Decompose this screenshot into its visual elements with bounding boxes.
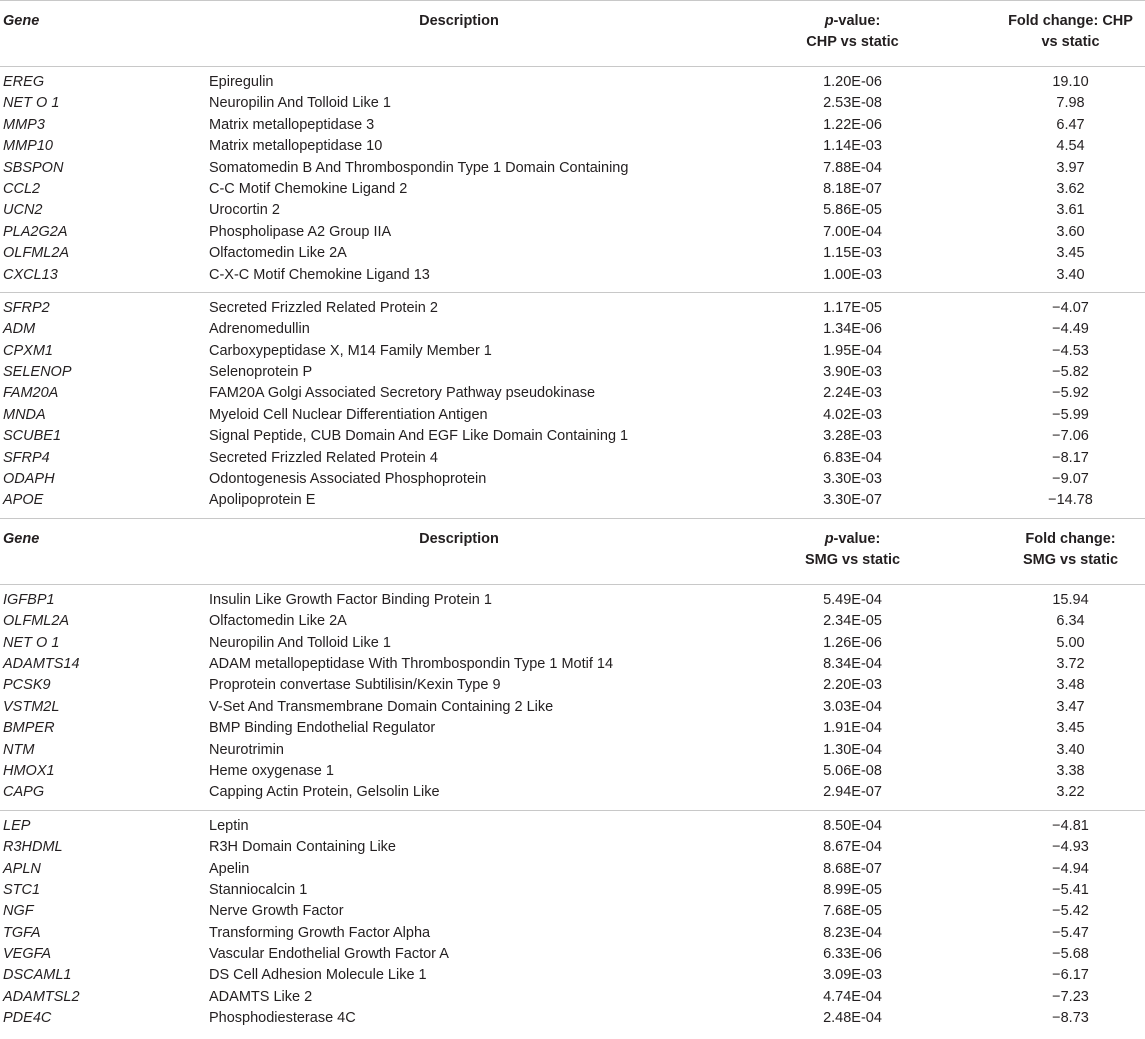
header-pvalue-rest: -value:	[833, 530, 881, 547]
gene-symbol: CPXM1	[3, 342, 53, 359]
table-row	[0, 923, 1145, 944]
p-value: 3.90E-03	[823, 364, 882, 381]
p-value: 3.09E-03	[823, 967, 882, 984]
header-fold-line2: vs static	[1041, 34, 1100, 50]
fold-change: −8.17	[1052, 449, 1089, 466]
p-value: 8.18E-07	[823, 180, 882, 197]
gene-description: Secreted Frizzled Related Protein 2	[209, 299, 438, 316]
gene-description: Adrenomedullin	[209, 321, 310, 338]
fold-change: 5.00	[1056, 634, 1085, 651]
table-row	[0, 761, 1145, 782]
table-row	[0, 448, 1145, 469]
fold-change: 6.47	[1056, 116, 1085, 133]
gene-symbol: PCSK9	[3, 677, 51, 694]
p-value: 2.20E-03	[823, 677, 882, 694]
fold-change: −7.06	[1052, 428, 1089, 445]
fold-change: −8.73	[1052, 1010, 1089, 1027]
p-value: 2.24E-03	[823, 385, 882, 402]
p-value: 5.06E-08	[823, 762, 882, 779]
fold-change: 3.45	[1056, 245, 1085, 262]
table-row	[0, 72, 1145, 93]
gene-symbol: SFRP2	[3, 299, 50, 316]
header-pvalue-rest: -value:	[833, 13, 881, 29]
gene-symbol: MMP10	[3, 138, 53, 155]
p-value: 2.53E-08	[823, 95, 882, 112]
gene-description: V-Set And Transmembrane Domain Containing 2 Like	[209, 698, 554, 715]
gene-symbol: SCUBE1	[3, 428, 62, 445]
gene-description: Carboxypeptidase X, M14 Family Member 1	[209, 342, 492, 359]
p-value: 8.23E-04	[823, 924, 882, 941]
p-value: 1.95E-04	[823, 342, 882, 359]
p-value: 7.88E-04	[823, 159, 882, 176]
gene-description: Nerve Growth Factor	[209, 903, 344, 920]
header-gene: Gene	[3, 530, 40, 547]
gene-symbol: NET O 1	[3, 634, 60, 651]
gene-symbol: DSCAML1	[3, 967, 72, 984]
fold-change: 3.38	[1056, 762, 1085, 779]
gene-description: Odontogenesis Associated Phosphoprotein	[209, 471, 487, 488]
gene-description: Selenoprotein P	[209, 364, 313, 381]
fold-change: 3.45	[1056, 720, 1085, 737]
gene-description: Matrix metallopeptidase 3	[209, 116, 375, 133]
header-fold-change	[996, 11, 1145, 53]
header-fold-line1: Fold change:	[1025, 530, 1116, 547]
gene-symbol: SBSPON	[3, 159, 64, 176]
table-row	[0, 880, 1145, 901]
p-value: 8.67E-04	[823, 839, 882, 856]
header-pvalue-line2: CHP vs static	[806, 34, 899, 50]
table-row	[0, 718, 1145, 739]
fold-change: 4.54	[1056, 138, 1085, 155]
fold-change: −5.47	[1052, 924, 1089, 941]
p-value: 3.03E-04	[823, 698, 882, 715]
fold-change: −5.41	[1052, 881, 1089, 898]
p-value: 1.14E-03	[823, 138, 882, 155]
header-description: Description	[419, 530, 499, 547]
gene-description: Transforming Growth Factor Alpha	[209, 924, 431, 941]
table-row	[0, 426, 1145, 447]
gene-symbol: ADAMTS14	[3, 655, 80, 672]
gene-description: Leptin	[209, 817, 249, 834]
gene-description: Matrix metallopeptidase 10	[209, 138, 383, 155]
gene-description: R3H Domain Containing Like	[209, 839, 396, 856]
fold-change: 3.61	[1056, 202, 1085, 219]
p-value: 1.34E-06	[823, 321, 882, 338]
table-row	[0, 469, 1145, 490]
gene-symbol: ADM	[3, 321, 36, 338]
table-row	[0, 633, 1145, 654]
fold-change: 3.62	[1056, 180, 1085, 197]
table-row	[0, 93, 1145, 114]
table-row	[0, 136, 1145, 157]
gene-symbol: NGF	[3, 903, 34, 920]
p-value: 1.26E-06	[823, 634, 882, 651]
p-value: 1.15E-03	[823, 245, 882, 262]
p-value: 1.00E-03	[823, 266, 882, 283]
table-row	[0, 816, 1145, 837]
gene-symbol: BMPER	[3, 720, 55, 737]
gene-symbol: OLFML2A	[3, 613, 70, 630]
table-header-row	[0, 519, 1145, 585]
fold-change: −5.99	[1052, 406, 1089, 423]
header-fold-line1: Fold change: CHP	[1008, 13, 1133, 29]
fold-change: −7.23	[1052, 988, 1089, 1005]
table-row	[0, 987, 1145, 1008]
table-row	[0, 179, 1145, 200]
gene-description: ADAMTS Like 2	[209, 988, 313, 1005]
gene-description: Somatomedin B And Thrombospondin Type 1 Domain Containing	[209, 159, 629, 176]
gene-symbol: APLN	[3, 860, 41, 877]
gene-symbol: IGFBP1	[3, 591, 55, 608]
gene-description: Phosphodiesterase 4C	[209, 1010, 356, 1027]
header-fold-change	[996, 529, 1145, 571]
p-value: 1.22E-06	[823, 116, 882, 133]
gene-description: ADAM metallopeptidase With Thrombospondin Type 1 Motif 14	[209, 655, 614, 672]
p-value: 4.02E-03	[823, 406, 882, 423]
gene-symbol: PLA2G2A	[3, 223, 68, 240]
p-value: 5.49E-04	[823, 591, 882, 608]
fold-change: 6.34	[1056, 613, 1085, 630]
p-value: 7.68E-05	[823, 903, 882, 920]
gene-description: C-C Motif Chemokine Ligand 2	[209, 180, 408, 197]
header-fold-line2: SMG vs static	[1022, 551, 1119, 568]
gene-symbol: CAPG	[3, 784, 45, 801]
table-header-row	[0, 1, 1145, 67]
gene-description: Proprotein convertase Subtilisin/Kexin Type 9	[209, 677, 501, 694]
gene-symbol: MNDA	[3, 406, 46, 423]
gene-description: DS Cell Adhesion Molecule Like 1	[209, 967, 427, 984]
gene-symbol: STC1	[3, 881, 41, 898]
fold-change: −4.81	[1052, 817, 1089, 834]
fold-change: 3.72	[1056, 655, 1085, 672]
downregulated-group	[0, 293, 1145, 519]
gene-description: Heme oxygenase 1	[209, 762, 334, 779]
gene-symbol: VEGFA	[3, 946, 52, 963]
gene-description: C-X-C Motif Chemokine Ligand 13	[209, 266, 430, 283]
fold-change: −4.07	[1052, 299, 1089, 316]
table-row	[0, 362, 1145, 383]
table-row	[0, 944, 1145, 965]
table-row	[0, 1008, 1145, 1029]
gene-description: Olfactomedin Like 2A	[209, 613, 347, 630]
gene-description: Myeloid Cell Nuclear Differentiation Antigen	[209, 406, 488, 423]
fold-change: −5.92	[1052, 385, 1089, 402]
fold-change: 3.40	[1056, 266, 1085, 283]
table-row	[0, 319, 1145, 340]
table-row	[0, 243, 1145, 264]
gene-description: Olfactomedin Like 2A	[209, 245, 347, 262]
table-row	[0, 654, 1145, 675]
header-description: Description	[419, 13, 499, 29]
table-row	[0, 697, 1145, 718]
table-row	[0, 837, 1145, 858]
gene-description: Insulin Like Growth Factor Binding Protein 1	[209, 591, 492, 608]
table-row	[0, 115, 1145, 136]
gene-symbol: SELENOP	[3, 364, 72, 381]
fold-change: 3.97	[1056, 159, 1085, 176]
fold-change: 19.10	[1052, 74, 1089, 90]
header-pvalue-line1	[709, 529, 996, 550]
p-value: 2.48E-04	[823, 1010, 882, 1027]
gene-description: Secreted Frizzled Related Protein 4	[209, 449, 438, 466]
gene-symbol: APOE	[3, 492, 44, 509]
fold-change: 3.40	[1056, 741, 1085, 758]
fold-change: 3.22	[1056, 784, 1085, 801]
table-row	[0, 405, 1145, 426]
p-value: 6.33E-06	[823, 946, 882, 963]
header-pvalue-p: p	[824, 13, 834, 29]
upregulated-group	[0, 67, 1145, 293]
downregulated-group	[0, 811, 1145, 1036]
gene-description: Urocortin 2	[209, 202, 280, 219]
table-row	[0, 490, 1145, 511]
fold-change: 3.60	[1056, 223, 1085, 240]
fold-change: 3.47	[1056, 698, 1085, 715]
fold-change: −14.78	[1048, 492, 1093, 509]
p-value: 2.94E-07	[823, 784, 882, 801]
gene-symbol: LEP	[3, 817, 31, 834]
table-row	[0, 901, 1145, 922]
fold-change: −5.68	[1052, 946, 1089, 963]
table-row	[0, 782, 1145, 803]
table-row	[0, 965, 1145, 986]
p-value: 3.30E-03	[823, 471, 882, 488]
p-value: 8.68E-07	[823, 860, 882, 877]
p-value: 3.28E-03	[823, 428, 882, 445]
gene-description: Apolipoprotein E	[209, 492, 316, 509]
table-row	[0, 341, 1145, 362]
p-value: 1.20E-06	[823, 74, 882, 90]
gene-symbol: VSTM2L	[3, 698, 60, 715]
table-row	[0, 675, 1145, 696]
gene-description: Apelin	[209, 860, 250, 877]
gene-symbol: TGFA	[3, 924, 41, 941]
table-row	[0, 298, 1145, 319]
gene-description: BMP Binding Endothelial Regulator	[209, 720, 436, 737]
p-value: 6.83E-04	[823, 449, 882, 466]
p-value: 1.17E-05	[823, 299, 882, 316]
header-pvalue-line1	[709, 11, 996, 32]
p-value: 8.34E-04	[823, 655, 882, 672]
gene-symbol: OLFML2A	[3, 245, 70, 262]
gene-symbol: HMOX1	[3, 762, 55, 779]
gene-symbol: R3HDML	[3, 839, 63, 856]
fold-change: 15.94	[1052, 591, 1089, 608]
gene-description: Epiregulin	[209, 74, 274, 90]
gene-symbol: NTM	[3, 741, 35, 758]
gene-description: Vascular Endothelial Growth Factor A	[209, 946, 449, 963]
p-value: 2.34E-05	[823, 613, 882, 630]
p-value: 8.99E-05	[823, 881, 882, 898]
fold-change: −4.94	[1052, 860, 1089, 877]
gene-description: Neuropilin And Tolloid Like 1	[209, 634, 391, 651]
fold-change: −4.53	[1052, 342, 1089, 359]
header-pvalue-line2: SMG vs static	[804, 551, 901, 568]
fold-change: 3.48	[1056, 677, 1085, 694]
gene-symbol: ODAPH	[3, 471, 55, 488]
gene-symbol: SFRP4	[3, 449, 50, 466]
fold-change: −9.07	[1052, 471, 1089, 488]
gene-symbol: MMP3	[3, 116, 45, 133]
header-pvalue	[709, 529, 996, 571]
p-value: 4.74E-04	[823, 988, 882, 1005]
header-pvalue	[709, 11, 996, 53]
p-value: 1.91E-04	[823, 720, 882, 737]
gene-symbol: PDE4C	[3, 1010, 52, 1027]
gene-symbol: UCN2	[3, 202, 43, 219]
gene-description: Neurotrimin	[209, 741, 284, 758]
p-value: 7.00E-04	[823, 223, 882, 240]
gene-symbol: FAM20A	[3, 385, 59, 402]
table-row	[0, 611, 1145, 632]
fold-change: −5.82	[1052, 364, 1089, 381]
gene-symbol: NET O 1	[3, 95, 60, 112]
table-row	[0, 200, 1145, 221]
table-row	[0, 222, 1145, 243]
table-row	[0, 158, 1145, 179]
p-value: 5.86E-05	[823, 202, 882, 219]
gene-description: Signal Peptide, CUB Domain And EGF Like Domain Containing 1	[209, 428, 629, 445]
table-row	[0, 590, 1145, 611]
gene-symbol: ADAMTSL2	[3, 988, 80, 1005]
header-gene: Gene	[3, 13, 40, 29]
fold-change: −4.93	[1052, 839, 1089, 856]
gene-description: Phospholipase A2 Group IIA	[209, 223, 392, 240]
fold-change: 7.98	[1056, 95, 1085, 112]
gene-symbol: CXCL13	[3, 266, 58, 283]
table-row	[0, 265, 1145, 286]
table-row	[0, 859, 1145, 880]
p-value: 1.30E-04	[823, 741, 882, 758]
gene-description: Stanniocalcin 1	[209, 881, 308, 898]
table-row	[0, 383, 1145, 404]
gene-symbol: CCL2	[3, 180, 41, 197]
p-value: 3.30E-07	[823, 492, 882, 509]
gene-symbol: EREG	[3, 74, 45, 90]
gene-description: FAM20A Golgi Associated Secretory Pathway pseudokinase	[209, 385, 596, 402]
table-row	[0, 740, 1145, 761]
gene-description: Capping Actin Protein, Gelsolin Like	[209, 784, 440, 801]
fold-change: −4.49	[1052, 321, 1089, 338]
p-value: 8.50E-04	[823, 817, 882, 834]
header-pvalue-p: p	[824, 530, 834, 547]
fold-change: −6.17	[1052, 967, 1089, 984]
fold-change: −5.42	[1052, 903, 1089, 920]
gene-description: Neuropilin And Tolloid Like 1	[209, 95, 391, 112]
upregulated-group	[0, 585, 1145, 811]
